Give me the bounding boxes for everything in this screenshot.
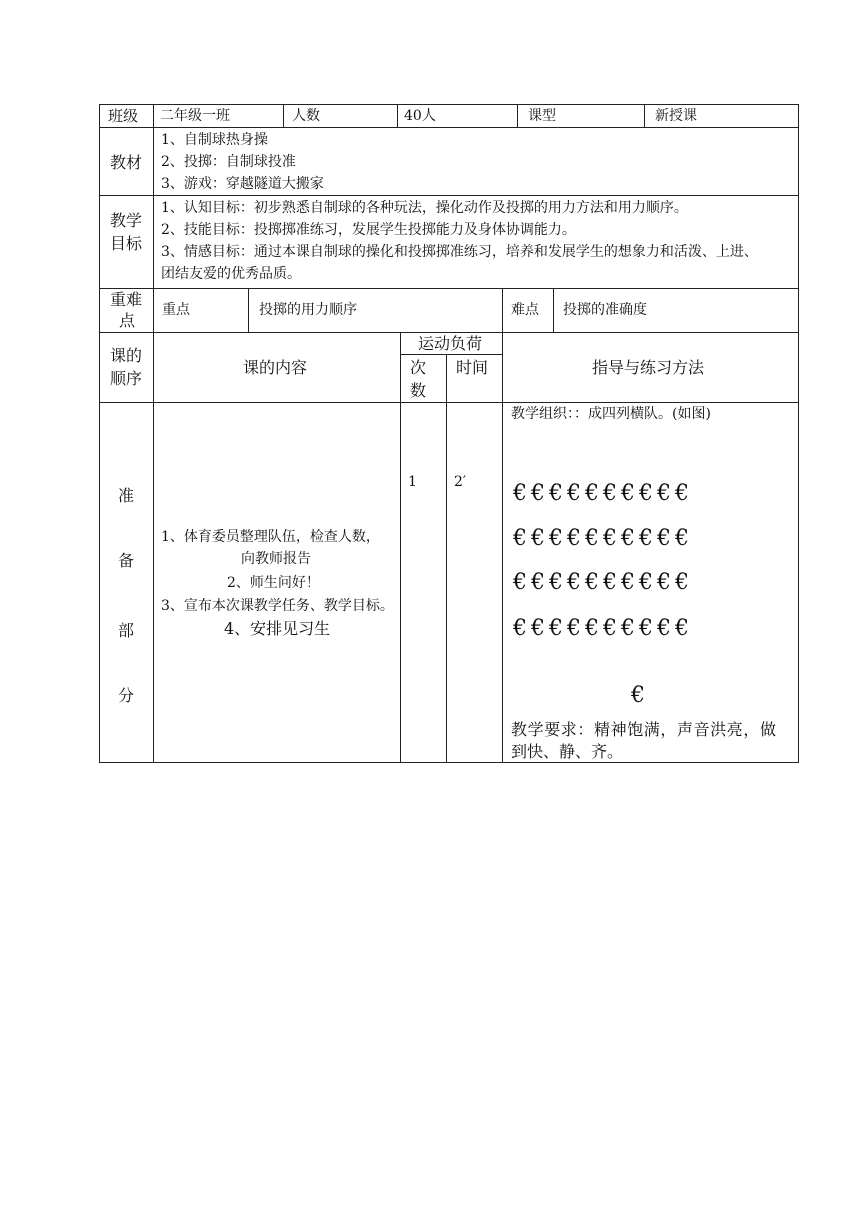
method-header: 指导与练习方法 [592, 358, 705, 377]
class-value: 二年级一班 [160, 108, 230, 124]
load-header-cell [400, 332, 503, 355]
prep-section-cell [99, 402, 154, 763]
difficult-label-cell [502, 288, 554, 333]
prep-method-cell [502, 402, 799, 763]
key-label-cell [153, 288, 249, 333]
organization-text: 教学组织：：成四列横队。(如图) [511, 406, 711, 422]
formation-row: €€€€€€€€€€ [513, 570, 693, 595]
materials-content-cell [153, 127, 799, 196]
prep-times-cell [400, 402, 447, 763]
keypoints-label-line2: 点 [119, 311, 136, 330]
formation-row: €€€€€€€€€€ [513, 616, 693, 641]
difficult-value-cell [553, 288, 799, 333]
keypoints-label-line1: 重难 [110, 290, 143, 309]
order-header-line2: 顺序 [110, 369, 143, 388]
type-label-cell [517, 104, 645, 128]
goal-item: 3、情感目标：通过本课自制球的操化和投掷掷准练习，培养和发展学生的想象力和活泼、上进、 [161, 244, 758, 260]
prep-char: 准 [118, 486, 135, 505]
order-header-line1: 课的 [110, 346, 143, 365]
prep-content-line: 1、体育委员整理队伍，检查人数， [161, 529, 380, 545]
order-header-cell [99, 332, 154, 403]
difficult-value: 投掷的准确度 [563, 302, 647, 318]
count-label: 人数 [292, 108, 320, 124]
content-header-cell [153, 332, 401, 403]
goal-item: 1、认知目标：初步熟悉自制球的各种玩法，操化动作及投掷的用力方法和用力顺序。 [161, 200, 688, 216]
requirement-line1: 教学要求：精神饱满，声音洪亮，做 [511, 720, 777, 739]
goals-content-cell [153, 195, 799, 289]
prep-time-cell [446, 402, 503, 763]
requirement-line2: 到快、静、齐。 [511, 742, 624, 761]
formation-row: €€€€€€€€€€ [513, 526, 693, 551]
key-value-cell [248, 288, 503, 333]
count-label-cell [283, 104, 398, 128]
times-header-line2: 数 [410, 381, 427, 400]
prep-char: 部 [118, 621, 135, 640]
prep-content-cell [153, 402, 401, 763]
time-header-cell [446, 354, 503, 403]
materials-label: 教材 [110, 153, 143, 172]
type-label: 课型 [528, 108, 556, 124]
difficult-label: 难点 [511, 302, 539, 318]
prep-content-line: 3、宣布本次课教学任务、教学目标。 [161, 598, 394, 614]
times-header-cell [400, 354, 447, 403]
type-value: 新授课 [655, 108, 697, 124]
count-value: 40人 [404, 108, 436, 124]
goals-label-line2: 目标 [110, 234, 143, 253]
formation-row: €€€€€€€€€€ [513, 481, 693, 506]
load-header: 运动负荷 [418, 334, 483, 353]
goals-label-line1: 教学 [110, 211, 143, 230]
teacher-symbol: € [631, 683, 649, 708]
class-label: 班级 [108, 107, 139, 125]
goals-label-cell [99, 195, 154, 289]
prep-content-line: 2、师生问好！ [227, 575, 320, 591]
prep-char: 备 [118, 551, 135, 570]
count-value-cell [397, 104, 518, 128]
type-value-cell [644, 104, 799, 128]
materials-label-cell [99, 127, 154, 196]
times-header-line1: 次 [410, 358, 427, 377]
prep-content-line: 4、安排见习生 [224, 619, 331, 638]
prep-times: 1 [408, 474, 417, 490]
class-value-cell [153, 104, 284, 128]
goal-item: 2、技能目标：投掷掷准练习，发展学生投掷能力及身体协调能力。 [161, 222, 576, 238]
content-header: 课的内容 [243, 358, 308, 377]
materials-item: 2、投掷：自制球投准 [161, 154, 296, 170]
prep-content-line: 向教师报告 [241, 551, 311, 567]
keypoints-label-cell [99, 288, 154, 333]
materials-item: 3、游戏：穿越隧道大搬家 [161, 176, 324, 192]
key-value: 投掷的用力顺序 [259, 302, 357, 318]
goal-item: 团结友爱的优秀品质。 [161, 266, 301, 282]
key-label: 重点 [162, 302, 190, 318]
prep-char: 分 [118, 686, 135, 705]
class-label-cell [99, 104, 154, 128]
materials-item: 1、自制球热身操 [161, 132, 268, 148]
prep-time: 2′ [454, 474, 467, 490]
time-header: 时间 [456, 358, 489, 377]
method-header-cell [502, 332, 799, 403]
